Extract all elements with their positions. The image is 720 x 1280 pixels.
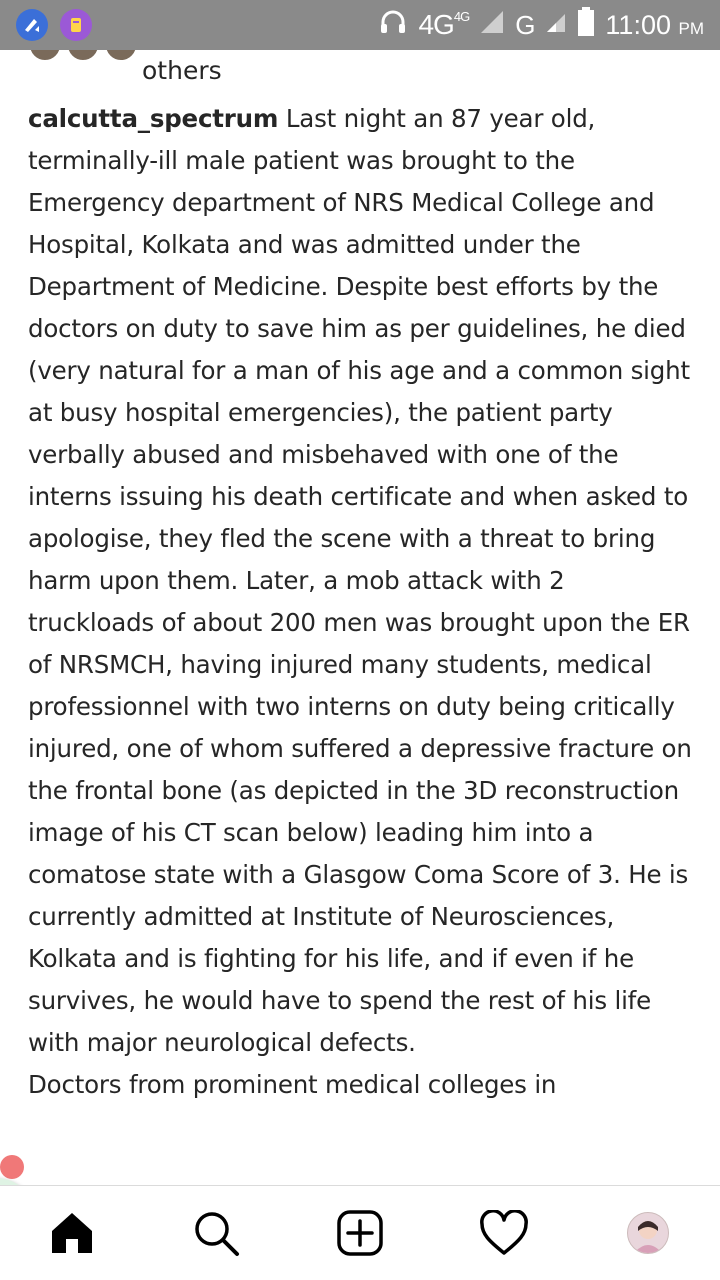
nav-new-post-button[interactable] bbox=[324, 1197, 396, 1269]
status-bar bbox=[0, 0, 720, 50]
app-notification-icon-2 bbox=[60, 9, 92, 41]
post-content[interactable] bbox=[0, 50, 720, 1185]
avatar[interactable] bbox=[104, 50, 138, 62]
profile-avatar bbox=[627, 1212, 669, 1254]
signal-icon bbox=[479, 9, 505, 42]
home-icon bbox=[48, 1209, 96, 1257]
add-post-icon bbox=[336, 1209, 384, 1257]
avatar[interactable] bbox=[66, 50, 100, 62]
nav-activity-button[interactable] bbox=[468, 1197, 540, 1269]
notification-dot bbox=[0, 1155, 24, 1179]
caption-paragraph-2: Doctors from prominent medical colleges in bbox=[28, 1070, 557, 1099]
signal-icon-2 bbox=[545, 10, 567, 41]
clock: 11:00 PM bbox=[605, 9, 704, 40]
search-icon bbox=[192, 1209, 240, 1257]
nav-home-button[interactable] bbox=[36, 1197, 108, 1269]
app-notification-icon bbox=[16, 9, 48, 41]
post-caption bbox=[28, 98, 698, 1106]
caption-paragraph bbox=[28, 98, 698, 1064]
floating-chat-bubble[interactable] bbox=[0, 1150, 36, 1185]
battery-icon bbox=[577, 7, 595, 44]
nav-search-button[interactable] bbox=[180, 1197, 252, 1269]
network-type: $4G^{4G}$ bbox=[418, 9, 470, 40]
avatar[interactable] bbox=[28, 50, 62, 62]
caption-username[interactable]: calcutta_spectrum bbox=[28, 104, 279, 133]
chat-head-icon[interactable] bbox=[0, 1178, 36, 1185]
headset-icon bbox=[378, 7, 408, 44]
liked-by-others-link[interactable]: others bbox=[142, 56, 222, 85]
activity-heart-icon bbox=[479, 1210, 529, 1256]
bottom-navigation bbox=[0, 1185, 720, 1280]
nav-profile-button[interactable] bbox=[612, 1197, 684, 1269]
signal-letter: G bbox=[515, 9, 536, 40]
liked-by-avatars[interactable] bbox=[28, 50, 138, 62]
caption-text: Last night an 87 year old, terminally-ill male patient was brought to the Emergency department of NRS Medical College and Hospital, Kolkata and was admitted under the Department of Medicine. Despite best efforts by the doctors on duty to save him as per guidelines, he died (very natural for a man of his age and a common sight at busy hospital emergencies), the patient party verbally abused and misbehaved with one of the interns issuing his death certificate and when asked to apologise, they fled the scene with a threat to bring harm upon them. Later, a mob attack with 2 truckloads of about 200 men was brought upon the ER of NRSMCH, having injured many students, medical professionnel with two interns on duty being critically injured, one of whom suffered a depressive fracture on the frontal bone (as depicted in the 3D reconstruction image of his CT scan below) leading him into a comatose state with a Glasgow Coma Score of 3. He is currently admitted at Institute of Neurosciences, Kolkata and is fighting for his life, and if even if he survives, he would have to spend the rest of his life with major neurological defects. bbox=[28, 104, 692, 1057]
